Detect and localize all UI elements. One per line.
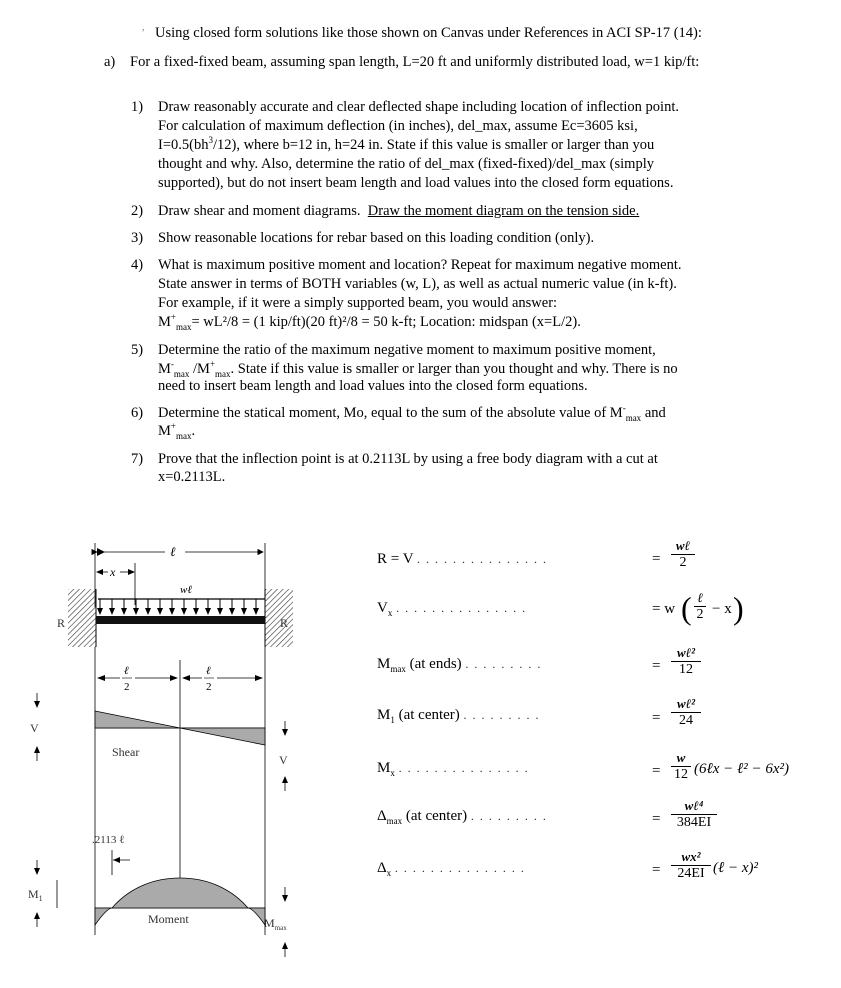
formula-moment-x-fraction: $\frac{w}{12}$	[671, 750, 691, 783]
formula-shear-fraction: ℓ 2	[694, 590, 706, 623]
item-5-number: 5)	[131, 342, 144, 358]
intro-text: Using closed form solutions like those shown on Canvas under References in ACI SP-17 (14):	[155, 25, 702, 41]
load-arrowhead	[97, 608, 103, 615]
load-arrowhead	[169, 608, 175, 615]
left-fixed-support	[68, 589, 96, 647]
item-2-underlined: Draw the moment diagram on the tension side.	[367, 203, 640, 219]
reaction-right-label: R	[280, 616, 289, 630]
formula-shear-tail: − x	[712, 601, 732, 617]
load-label: wℓ	[180, 584, 192, 596]
item-6-number: 6)	[131, 405, 144, 421]
item-5-line-3: need to insert beam length and load values into the closed form equations.	[158, 378, 588, 394]
item-7-number: 7)	[131, 451, 144, 467]
item-4-line-2: State answer in terms of BOTH variables (w, L), as well as actual numeric value (in k-ft).	[158, 276, 677, 292]
moment-label: Moment	[148, 912, 189, 926]
formula-reaction: R = V ...............	[377, 551, 553, 567]
item-4-example: $M^+_{max}= wL^2/8 = (1$ kip/ft)(20 ft)²/8 = 50 k-ft; Location: midspan (x=L/2).	[158, 312, 581, 332]
formula-end-moment-eq: =	[652, 658, 661, 674]
midspan-moment-label: $M_1$	[28, 887, 43, 903]
item-4-line-1: What is maximum positive moment and location? Repeat for maximum negative moment.	[158, 257, 682, 273]
item-4-line-3: For example, if it were a simply supported beam, you would answer:	[158, 295, 558, 311]
formula-max-deflection-eq: =	[652, 811, 661, 827]
span-dimension	[95, 543, 265, 607]
half-left-num: ℓ	[124, 665, 129, 677]
tick-mark: ,	[142, 22, 145, 33]
item-1-line-4: thought and why. Also, determine the ratio of del_max (fixed-fixed)/del_max (simply	[158, 156, 654, 172]
load-arrowhead	[109, 608, 115, 615]
load-arrowhead	[253, 608, 259, 615]
load-arrowhead	[157, 608, 163, 615]
right-fixed-support	[265, 589, 293, 647]
item-1-line-2: For calculation of maximum deflection (in inches), del_max, assume Ec=3605 ksi,	[158, 118, 638, 134]
formula-moment-x-eq: =	[652, 763, 661, 779]
formula-moment-x: $M_x$ ...............	[377, 760, 534, 778]
shear-positive-region	[95, 711, 180, 728]
item-3-number: 3)	[131, 230, 144, 246]
load-arrowhead	[217, 608, 223, 615]
load-arrowhead	[133, 608, 139, 615]
item-2-number: 2)	[131, 203, 144, 219]
formula-shear-eq: = w	[652, 601, 676, 617]
x-label: x	[110, 565, 116, 579]
load-arrowhead	[145, 608, 151, 615]
beam-diagram	[20, 535, 320, 965]
formula-center-moment-eq: =	[652, 710, 661, 726]
item-4-number: 4)	[131, 257, 144, 273]
half-right-num: ℓ	[206, 665, 211, 677]
load-arrowhead	[241, 608, 247, 615]
shear-left-label: V	[30, 721, 39, 735]
formula-deflection-x-eq: =	[652, 862, 661, 878]
formula-center-moment-value: wℓ² 24	[671, 696, 701, 729]
item-1-number: 1)	[131, 99, 144, 115]
item-1-line-5: supported), but do not insert beam length and load values into the closed form equations.	[158, 175, 674, 191]
item-3-line: Show reasonable locations for rebar based on this loading condition (only).	[158, 230, 595, 246]
item-7-line-2: x=0.2113L.	[158, 469, 226, 485]
span-label: ℓ	[170, 544, 176, 559]
item-7-line-1: Prove that the inflection point is at 0.2113L by using a free body diagram with a cut at	[158, 451, 658, 467]
load-arrowhead	[181, 608, 187, 615]
shear-right-label: V	[279, 753, 288, 767]
part-a-text: For a fixed-fixed beam, assuming span length, L=20 ft and uniformly distributed load, w=1 kip/ft:	[130, 54, 700, 70]
shear-label: Shear	[112, 745, 140, 759]
beam	[96, 616, 265, 624]
formula-shear-lparen: (	[681, 590, 692, 626]
formula-shear-rparen: )	[733, 590, 744, 626]
formula-shear: $V_x$ ...............	[377, 600, 532, 618]
formula-moment-x-tail: (6ℓx − ℓ² − 6x²)	[694, 761, 790, 777]
formula-reaction-eq: =	[652, 551, 661, 567]
part-a-label: a)	[104, 54, 116, 70]
shear-negative-region	[180, 728, 265, 745]
end-moment-label: $M_{max}$	[264, 916, 287, 932]
load-arrowhead	[193, 608, 199, 615]
load-arrowhead	[229, 608, 235, 615]
item-1-line-3: $I=0.5(bh^3/12)$, where b=12 in, h=24 in. State if this value is smaller or larger than you	[158, 135, 655, 153]
item-2-line: Draw shear and moment diagrams. Draw the moment diagram on the tension side.	[158, 203, 640, 219]
item-6-line-2: $M^+_{max}$.	[158, 421, 196, 441]
distributed-load	[97, 599, 259, 615]
formula-deflection-x-fraction: $\frac{\text{wx²}}{24EI}$	[671, 849, 711, 882]
formula-max-deflection-value: wℓ⁴ 384EI	[671, 798, 717, 831]
formula-deflection-x-tail: (ℓ − x)²	[713, 860, 759, 876]
formula-reaction-value: wℓ 2	[671, 538, 695, 571]
inflection-label: .2113 ℓ	[92, 834, 125, 846]
formula-max-deflection: $\Delta_{max}$ (at center) .........	[377, 808, 552, 826]
formula-end-moment: $M_{max}$ (at ends) .........	[377, 656, 547, 674]
half-left-den: 2	[124, 681, 130, 693]
formula-deflection-x: $\Delta_x$ ...............	[377, 860, 530, 878]
reaction-left-label: R	[57, 616, 66, 630]
half-right-den: 2	[206, 681, 212, 693]
moment-negative-left	[95, 908, 112, 925]
moment-positive-region	[112, 878, 248, 908]
moment-negative-right	[248, 908, 265, 925]
item-1-line-1: Draw reasonably accurate and clear deflected shape including location of inflection point.	[158, 99, 679, 115]
formula-end-moment-value: wℓ² 12	[671, 645, 701, 678]
item-5-line-1: Determine the ratio of the maximum negative moment to maximum positive moment,	[158, 342, 656, 358]
item-5-line-2: $M^-_{max}$ $/M^+_{max}$. State if this value is smaller or larger than you thought and why. There is no	[158, 359, 678, 379]
item-6-line-1: Determine the statical moment, Mo, equal to the sum of the absolute value of $M^-_{max}$ and	[158, 403, 666, 423]
load-arrowhead	[121, 608, 127, 615]
load-arrowhead	[205, 608, 211, 615]
formula-center-moment: $M_1$ (at center) .........	[377, 707, 545, 725]
